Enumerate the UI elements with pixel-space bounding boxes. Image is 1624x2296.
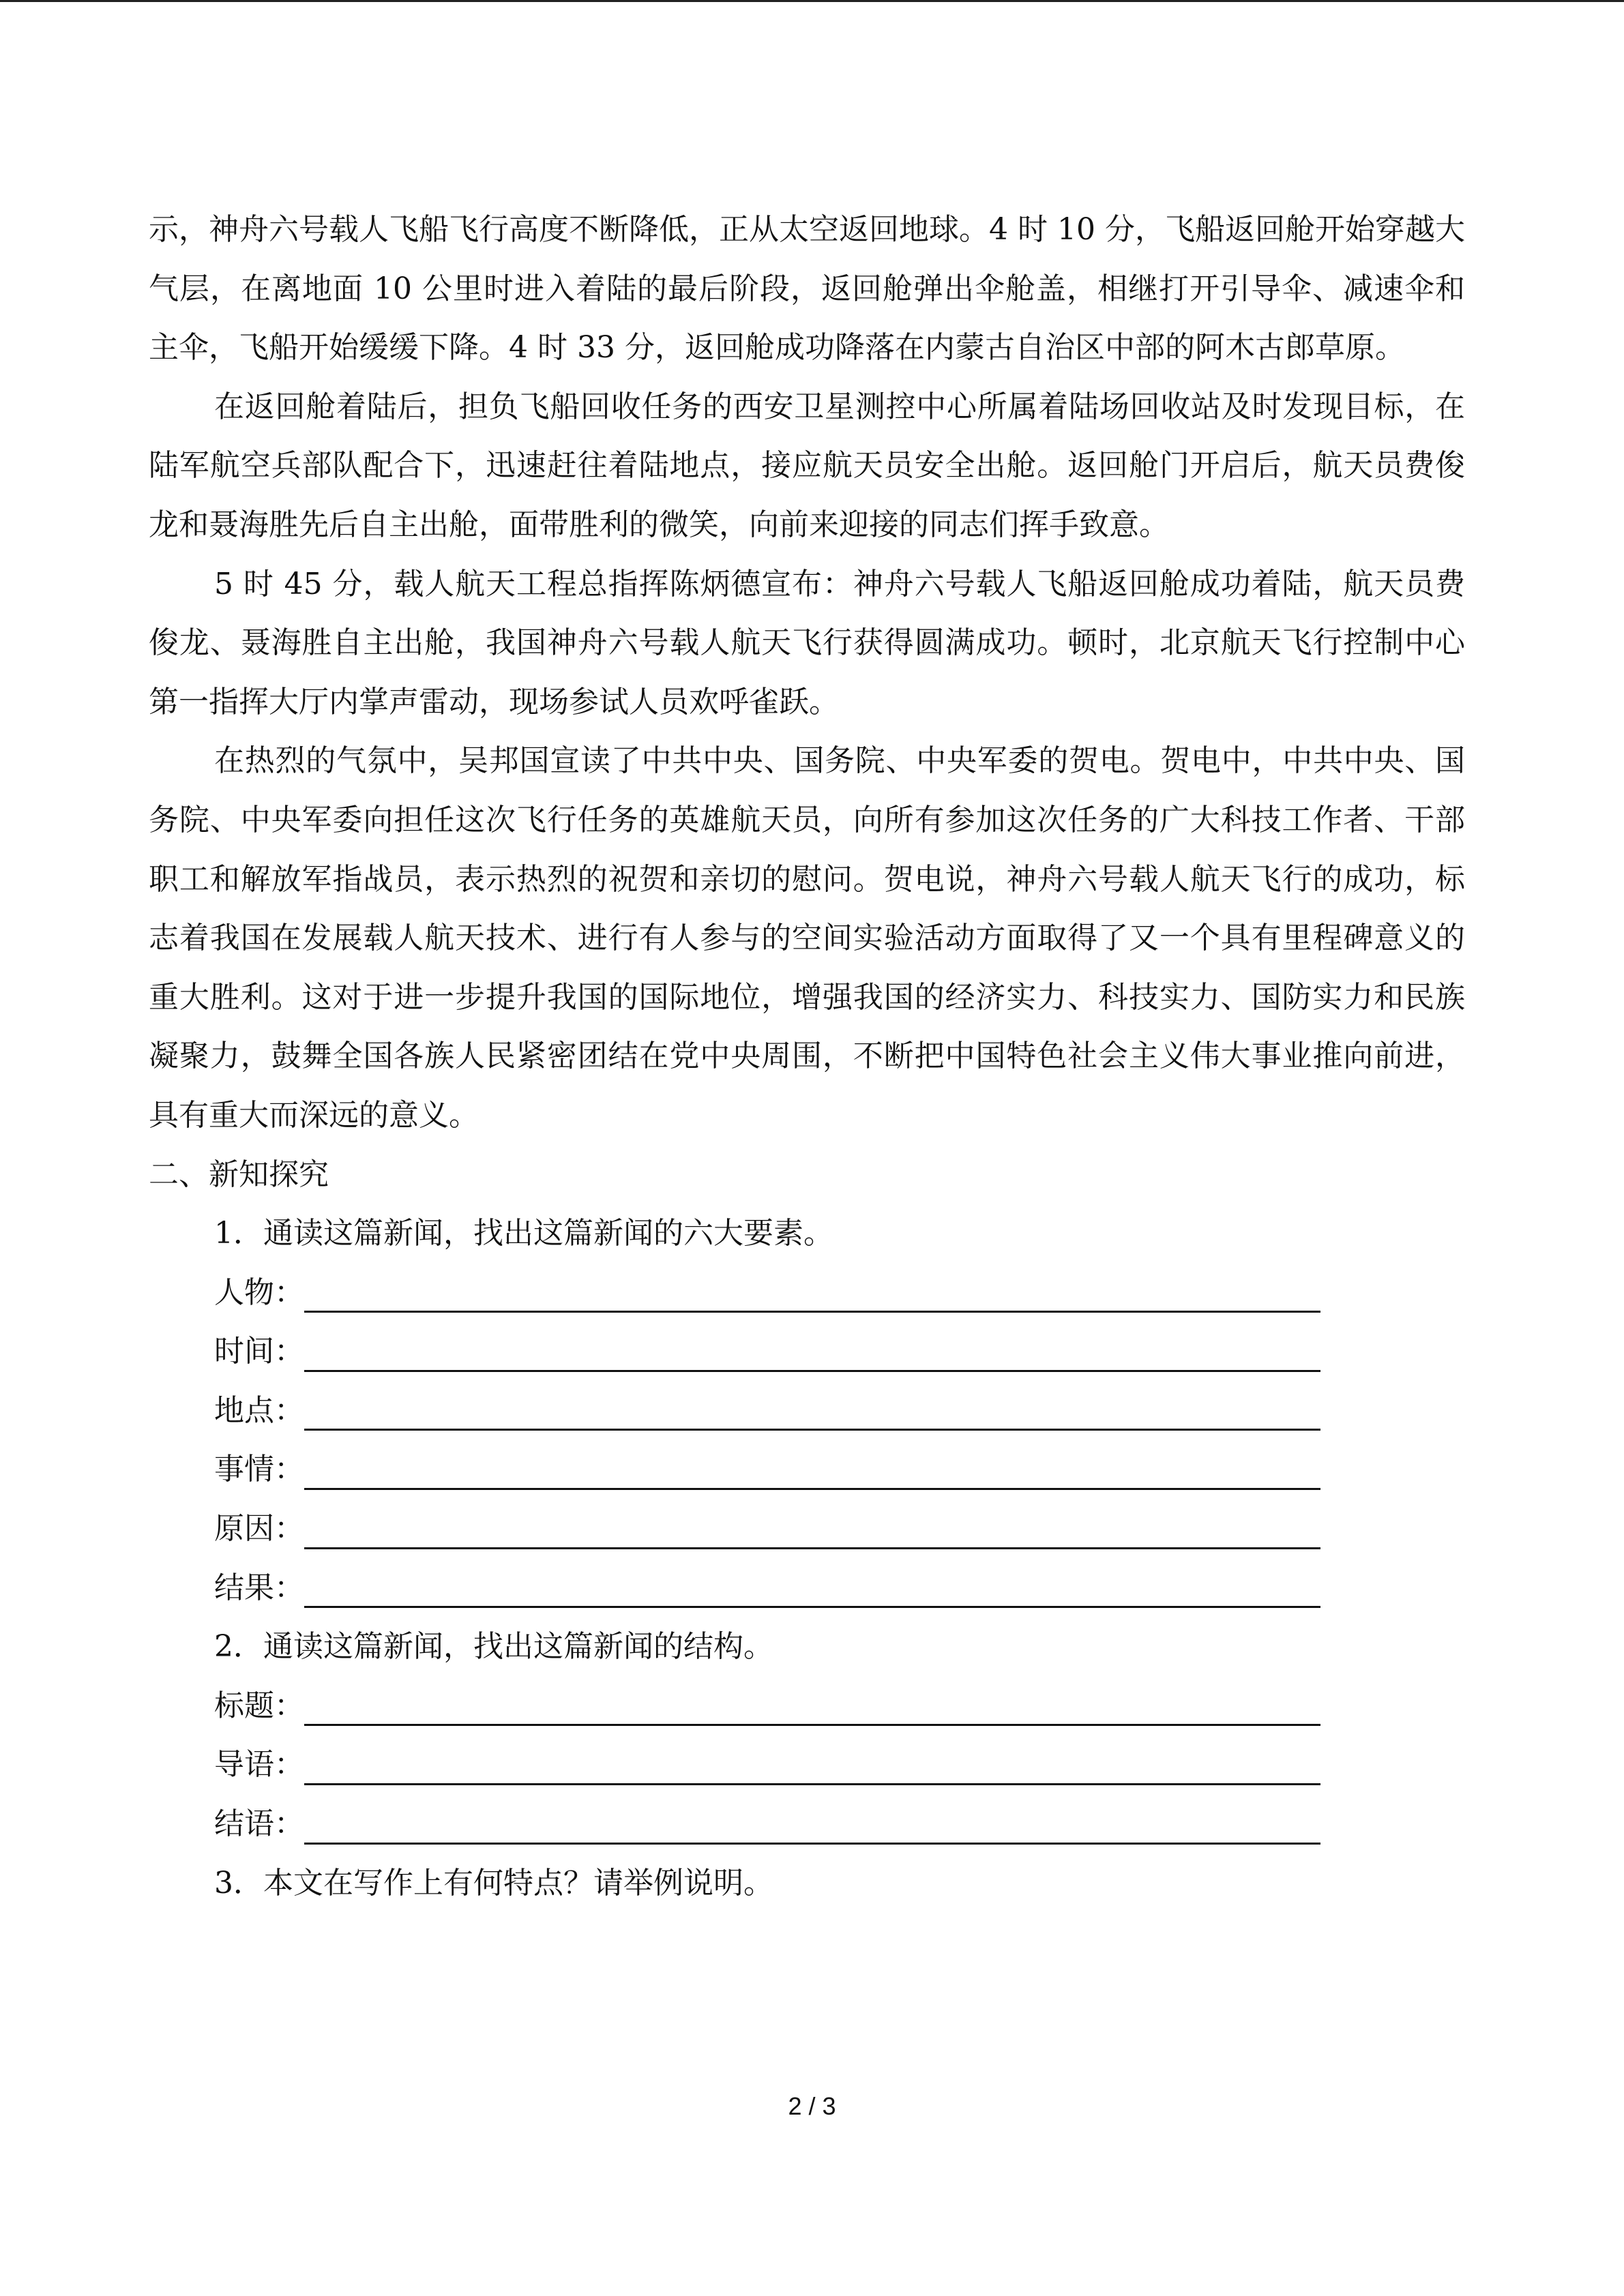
answer-field-result[interactable] — [149, 1559, 1465, 1618]
blank-line — [304, 1813, 1320, 1845]
field-label: 导语： — [214, 1747, 304, 1783]
top-border-line — [0, 0, 1624, 2]
answer-field-place[interactable] — [149, 1382, 1465, 1441]
answer-field-cause[interactable] — [149, 1500, 1465, 1559]
answer-field-time[interactable] — [149, 1322, 1465, 1382]
blank-line — [304, 1694, 1320, 1726]
field-label: 地点： — [214, 1392, 304, 1428]
field-label: 时间： — [214, 1334, 304, 1369]
paragraph-landing-descent: 示，神舟六号载人飞船飞行高度不断降低，正从太空返回地球。4 时 10 分，飞船返回舱开始穿越大气层，在离地面 10 公里时进入着陆的最后阶段，返回舱弹出伞舱盖，相继打开引导伞、减速伞和主伞，飞船开始缓缓下降。4 时 33 分，返回舱成功降落在内蒙古自治区中部的阿木古郎草原。 — [149, 212, 1465, 366]
field-label: 人物： — [214, 1274, 304, 1310]
field-label: 结果： — [214, 1570, 304, 1605]
section-heading: 二、新知探究 — [149, 1157, 329, 1192]
answer-field-person[interactable] — [149, 1264, 1465, 1323]
paragraph-announcement: 5 时 45 分，载人航天工程总指挥陈炳德宣布：神舟六号载人飞船返回舱成功着陆，航天员费俊龙、聂海胜自主出舱，我国神舟六号载人航天飞行获得圆满成功。顿时，北京航天飞行控制中心第一指挥大厅内掌声雷动，现场参试人员欢呼雀跃。 — [149, 566, 1465, 719]
answer-field-event[interactable] — [149, 1440, 1465, 1500]
field-label: 事情： — [214, 1452, 304, 1487]
question-1: 1．通读这篇新闻，找出这篇新闻的六大要素。 — [214, 1216, 833, 1251]
blank-line — [304, 1340, 1320, 1372]
answer-field-title[interactable] — [149, 1677, 1465, 1736]
document-body — [149, 200, 1465, 1913]
paragraph-congratulation: 在热烈的气氛中，吴邦国宣读了中共中央、国务院、中央军委的贺电。贺电中，中共中央、国务院、中央军委向担任这次飞行任务的英雄航天员，向所有参加这次任务的广大科技工作者、干部职工和解放军指战员，表示热烈的祝贺和亲切的慰问。贺电说，神舟六号载人航天飞行的成功，标志着我国在发展载人航天技术、进行有人参与的空间实验活动方面取得了又一个具有里程碑意义的重大胜利。这对于进一步提升我国的国际地位，增强我国的经济实力、科技实力、国防实力和民族凝聚力，鼓舞全国各族人民紧密团结在党中央周围，不断把中国特色社会主义伟大事业推向前进，具有重大而深远的意义。 — [149, 743, 1465, 1133]
question-3: 3．本文在写作上有何特点？请举例说明。 — [214, 1865, 773, 1900]
answer-field-lead[interactable] — [149, 1735, 1465, 1795]
blank-line — [304, 1399, 1320, 1431]
question-2: 2．通读这篇新闻，找出这篇新闻的结构。 — [214, 1629, 773, 1665]
blank-line — [304, 1281, 1320, 1313]
answer-field-ending[interactable] — [149, 1795, 1465, 1854]
field-label: 标题： — [214, 1688, 304, 1723]
blank-line — [304, 1517, 1320, 1549]
field-label: 结语： — [214, 1806, 304, 1842]
paragraph-astronauts-exit: 在返回舱着陆后，担负飞船回收任务的西安卫星测控中心所属着陆场回收站及时发现目标，在陆军航空兵部队配合下，迅速赶往着陆地点，接应航天员安全出舱。返回舱门开启后，航天员费俊龙和聂海胜先后自主出舱，面带胜利的微笑，向前来迎接的同志们挥手致意。 — [149, 389, 1465, 542]
page-number: 2 / 3 — [788, 2092, 836, 2120]
blank-line — [304, 1576, 1320, 1608]
blank-line — [304, 1458, 1320, 1490]
field-label: 原因： — [214, 1511, 304, 1547]
blank-line — [304, 1753, 1320, 1785]
